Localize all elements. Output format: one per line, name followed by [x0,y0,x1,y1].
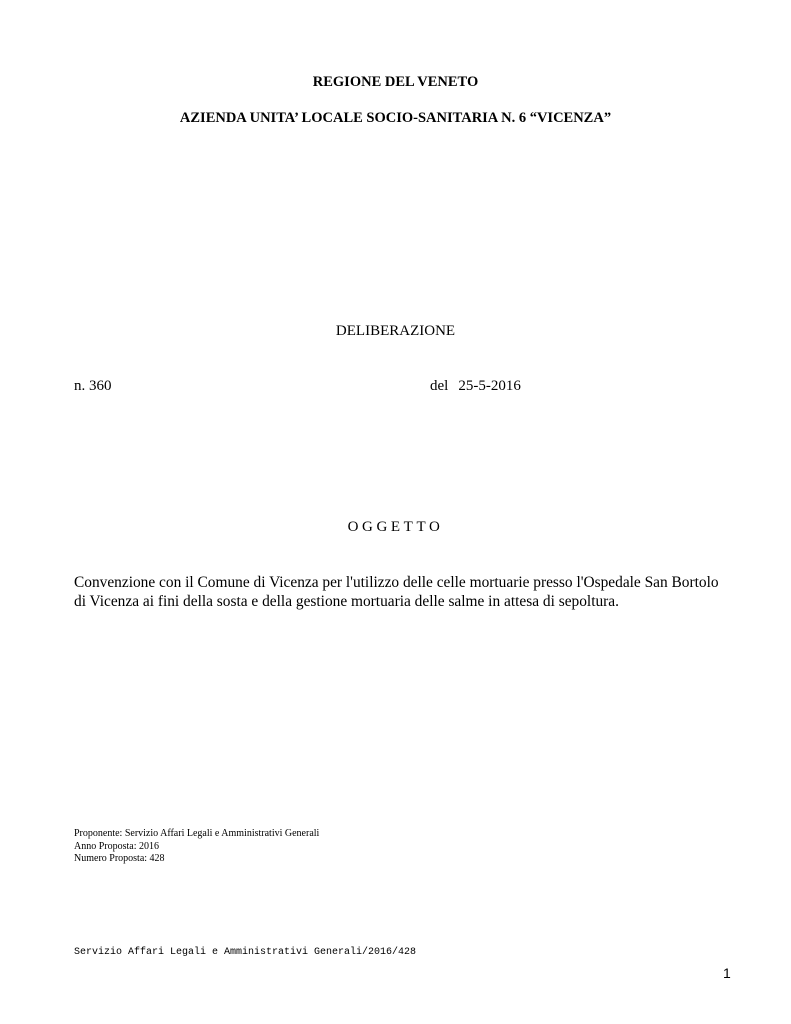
region-title: REGIONE DEL VENETO [312,74,479,90]
oggetto-text: Convenzione con il Comune di Vicenza per l'utilizzo delle celle mortuarie presso l'Ospedale San Bortolo di Vicenza ai fini della sosta e della gestione mortuaria delle salme in attesa di sepoltura. [74,574,719,610]
page-number: 1 [723,965,731,981]
deliberazione-title: DELIBERAZIONE [335,323,456,339]
proposta-block [74,828,319,866]
deliberazione-date: 25-5-2016 [458,378,521,394]
proponente-line: Proponente: Servizio Affari Legali e Amministrativi Generali [74,828,320,839]
anno-proposta-line: Anno Proposta: 2016 [74,840,159,852]
oggetto-heading: OGGETTO [347,519,444,535]
azienda-title: AZIENDA UNITA’ LOCALE SOCIO-SANITARIA N. 6 “VICENZA” [179,110,612,126]
deliberazione-date-line [430,378,521,395]
date-prefix: del [430,378,449,394]
numero-proposta-line: Numero Proposta: 428 [74,853,165,864]
footer-reference: Servizio Affari Legali e Amministrativi Generali/2016/428 [74,947,417,958]
deliberazione-number: n. 360 [74,378,112,394]
